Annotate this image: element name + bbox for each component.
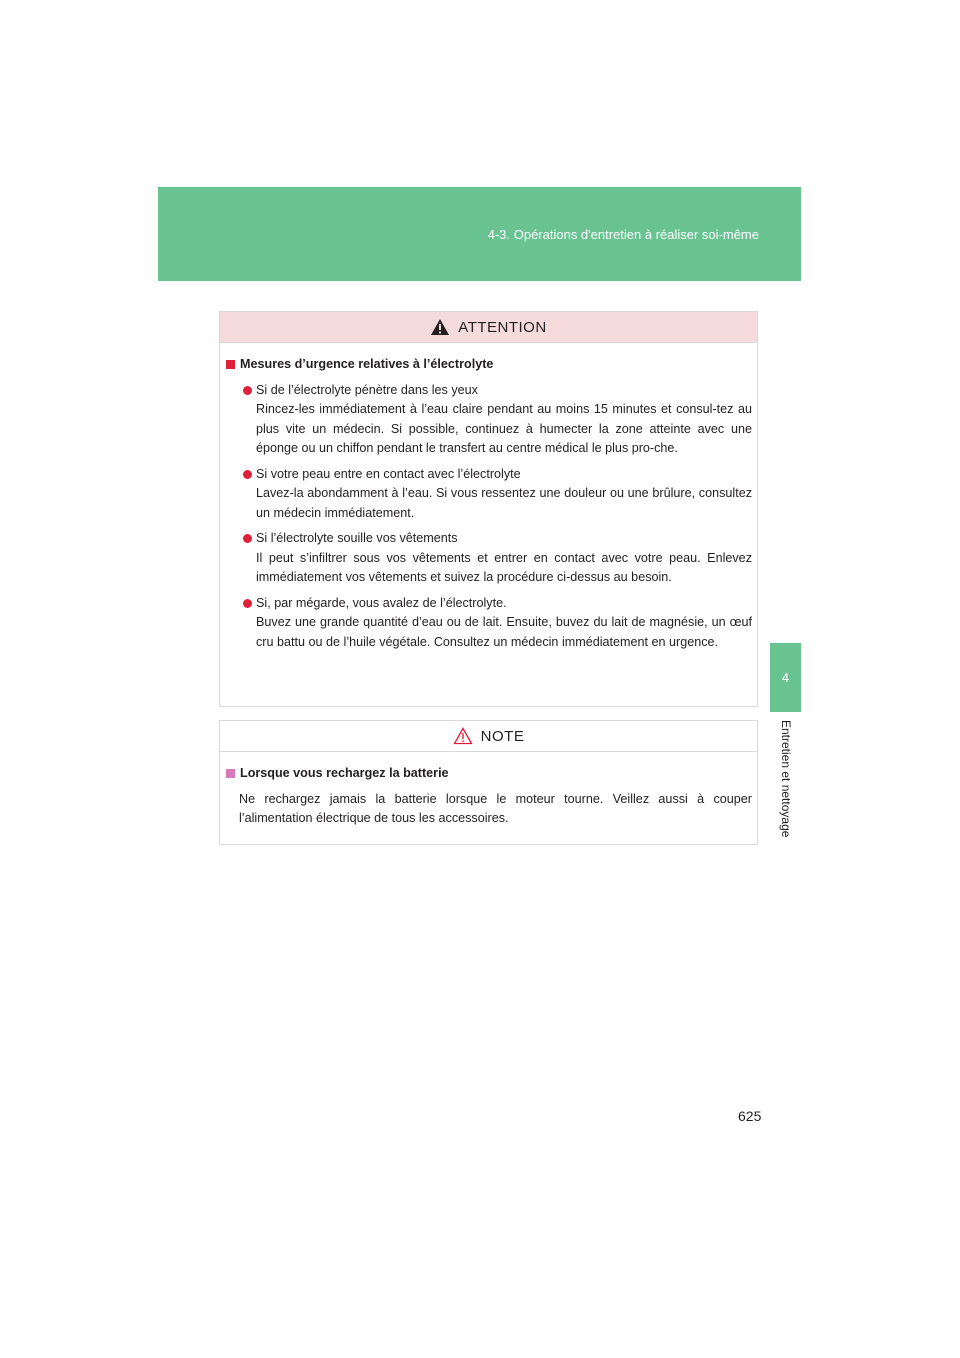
note-box	[219, 720, 758, 845]
chapter-label: Entretien et nettoyage	[779, 720, 793, 838]
note-section-title	[226, 764, 752, 784]
item-text: Lavez-la abondamment à l’eau. Si vous ressentez une douleur ou une brûlure, consultez un médecin immédiatement.	[256, 486, 752, 520]
item-text: Rincez-les immédiatement à l’eau claire pendant au moins 15 minutes et consul-tez au plus vite un médecin. Si possible, continuez à humecter la zone atteinte avec une éponge ou un chiffon pendant le transfert au centre médical le plus pro-che.	[256, 402, 752, 455]
bullet-dot-icon	[243, 470, 252, 479]
square-bullet-icon	[226, 360, 235, 369]
attention-section-title-text: Mesures d’urgence relatives à l’électrolyte	[240, 357, 494, 371]
note-text: Ne rechargez jamais la batterie lorsque le moteur tourne. Veillez aussi à couper l’alimentation électrique de tous les accessoires.	[239, 791, 752, 825]
warning-triangle-icon	[430, 318, 450, 336]
attention-section-title	[226, 355, 752, 375]
item-text: Il peut s’infiltrer sous vos vêtements et entrer en contact avec votre peau. Enlevez immédiatement vos vêtements et suivez la procédure ci-dessus au besoin.	[256, 550, 752, 584]
note-section-title-text: Lorsque vous rechargez la batterie	[240, 766, 449, 780]
bullet-dot-icon	[243, 386, 252, 395]
list-item	[226, 594, 752, 653]
list-item	[226, 381, 752, 459]
chapter-number: 4	[781, 670, 790, 685]
item-title: Si de l’électrolyte pénètre dans les yeux	[256, 382, 478, 397]
bullet-dot-icon	[243, 534, 252, 543]
list-item	[226, 465, 752, 524]
caution-outline-icon	[453, 727, 473, 745]
section-header-title: 4-3. Opérations d'entretien à réaliser soi-même	[487, 227, 759, 242]
item-text: Buvez une grande quantité d’eau ou de lait. Ensuite, buvez du lait de magnésie, un œuf cru battu ou de l’huile végétale. Consultez un médecin immédiatement en urgence.	[256, 615, 752, 649]
item-title: Si votre peau entre en contact avec l’électrolyte	[256, 466, 521, 481]
attention-header	[220, 312, 757, 343]
note-header	[220, 721, 757, 752]
attention-heading: ATTENTION	[458, 318, 547, 336]
item-title: Si l’électrolyte souille vos vêtements	[256, 531, 458, 545]
item-title: Si, par mégarde, vous avalez de l’électrolyte.	[256, 595, 507, 610]
list-item	[226, 529, 752, 588]
square-bullet-icon	[226, 769, 235, 778]
bullet-dot-icon	[243, 599, 252, 608]
chapter-tab	[770, 643, 801, 712]
page-number: 625	[738, 1108, 762, 1124]
header-band	[158, 187, 801, 281]
attention-box	[219, 311, 758, 707]
note-heading: NOTE	[480, 727, 525, 745]
